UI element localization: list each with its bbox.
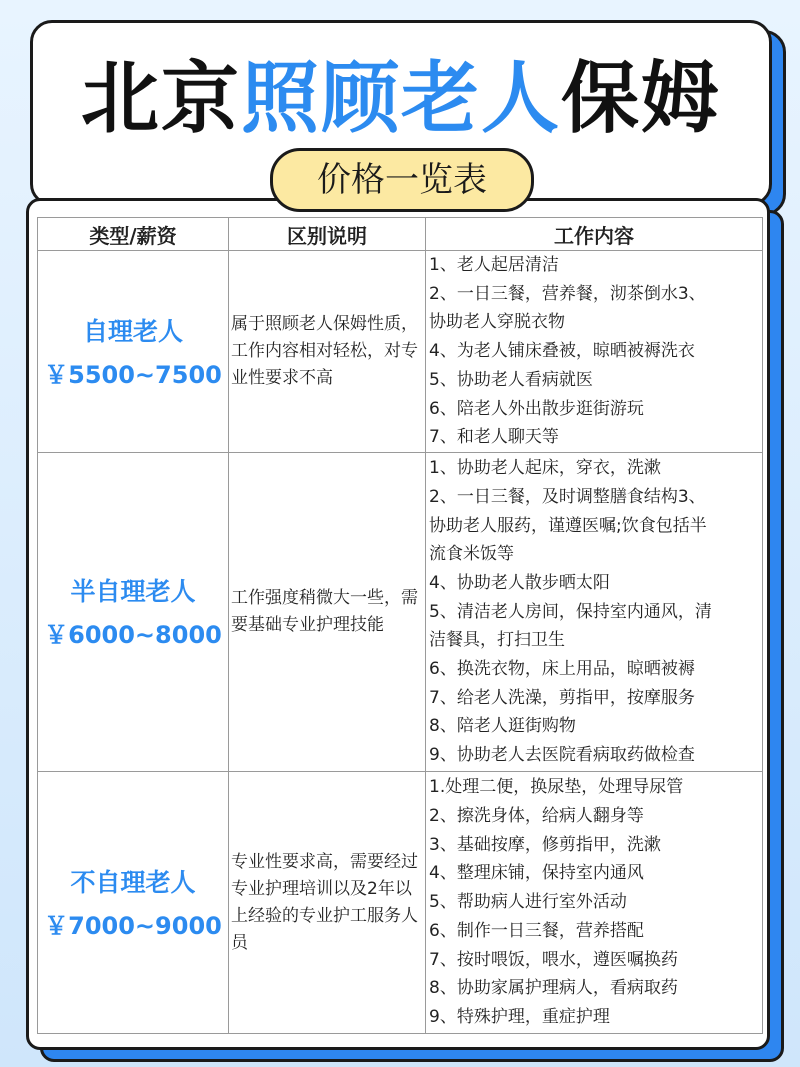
tasks-cell <box>426 453 763 772</box>
task-item: 洁餐具，打扫卫生 <box>429 630 565 651</box>
task-item: 5、协助老人看病就医 <box>429 369 593 390</box>
care-type: 半自理老人 <box>70 577 196 606</box>
task-item: 1.处理二便，换尿垫，处理导尿管 <box>429 777 684 798</box>
table-row <box>38 772 763 1034</box>
task-item: 6、换洗衣物，床上用品，晾晒被褥 <box>429 659 695 680</box>
description-text: 属于照顾老人保姆性质，工作内容相对轻松，对专业性要求不高 <box>231 314 418 388</box>
task-item: 4、协助老人散步晒太阳 <box>429 572 610 593</box>
description-cell <box>229 251 426 453</box>
task-item: 3、基础按摩，修剪指甲，洗漱 <box>429 834 661 855</box>
table-row <box>38 453 763 772</box>
description-cell <box>229 772 426 1034</box>
tasks-cell <box>426 772 763 1034</box>
task-item: 流食米饭等 <box>429 544 514 565</box>
type-cell <box>38 251 229 453</box>
task-list <box>426 454 762 770</box>
description-text: 工作强度稍微大一些，需要基础专业护理技能 <box>231 588 418 635</box>
table-card <box>26 198 770 1050</box>
task-item: 9、特殊护理，重症护理 <box>429 1006 610 1027</box>
task-item: 4、整理床铺，保持室内通风 <box>429 863 644 884</box>
task-item: 协助老人服药，谨遵医嘱;饮食包括半 <box>429 515 707 536</box>
tasks-cell <box>426 251 763 453</box>
task-item: 6、制作一日三餐，营养搭配 <box>429 920 644 941</box>
task-item: 2、一日三餐，营养餐，沏茶倒水3、 <box>429 283 706 304</box>
salary-range: ￥6000~8000 <box>44 621 222 649</box>
task-item: 8、协助家属护理病人，看病取药 <box>429 978 678 999</box>
task-list <box>426 251 762 452</box>
task-item: 1、协助老人起床，穿衣，洗漱 <box>429 458 661 479</box>
description-text: 专业性要求高，需要经过专业护理培训以及2年以上经验的专业护工服务人员 <box>231 851 418 953</box>
task-item: 9、协助老人去医院看病取药做检查 <box>429 745 695 766</box>
type-cell <box>38 453 229 772</box>
header-type-salary: 类型/薪资 <box>38 218 229 251</box>
task-item: 7、和老人聊天等 <box>429 427 559 448</box>
task-item: 5、清洁老人房间，保持室内通风，清 <box>429 601 712 622</box>
salary-range: ￥7000~9000 <box>44 911 222 940</box>
table-header-row <box>38 218 763 251</box>
task-list <box>426 773 762 1031</box>
task-item: 1、老人起居清洁 <box>429 255 559 276</box>
task-item: 8、陪老人逛街购物 <box>429 716 576 737</box>
task-item: 4、为老人铺床叠被，晾晒被褥洗衣 <box>429 341 695 362</box>
header-description: 区别说明 <box>229 218 426 251</box>
page-title <box>33 49 769 149</box>
care-type: 不自理老人 <box>70 867 196 897</box>
description-cell <box>229 453 426 772</box>
type-cell <box>38 772 229 1034</box>
task-item: 5、帮助病人进行室外活动 <box>429 892 627 913</box>
care-type: 自理老人 <box>82 316 183 346</box>
salary-range: ￥5500~7500 <box>44 360 222 389</box>
price-table <box>37 217 763 1034</box>
title-part-3: 保姆 <box>561 54 722 144</box>
task-item: 2、一日三餐，及时调整膳食结构3、 <box>429 486 706 507</box>
table-row <box>38 251 763 453</box>
title-part-2-highlight: 照顾老人 <box>240 54 561 144</box>
header-tasks: 工作内容 <box>426 218 763 251</box>
task-item: 7、给老人洗澡，剪指甲，按摩服务 <box>429 687 695 708</box>
subtitle-badge: 价格一览表 <box>270 148 534 212</box>
task-item: 协助老人穿脱衣物 <box>429 312 565 333</box>
task-item: 2、擦洗身体，给病人翻身等 <box>429 806 644 827</box>
task-item: 6、陪老人外出散步逛街游玩 <box>429 398 644 419</box>
title-part-1: 北京 <box>80 54 241 144</box>
task-item: 7、按时喂饭，喂水，遵医嘱换药 <box>429 949 678 970</box>
